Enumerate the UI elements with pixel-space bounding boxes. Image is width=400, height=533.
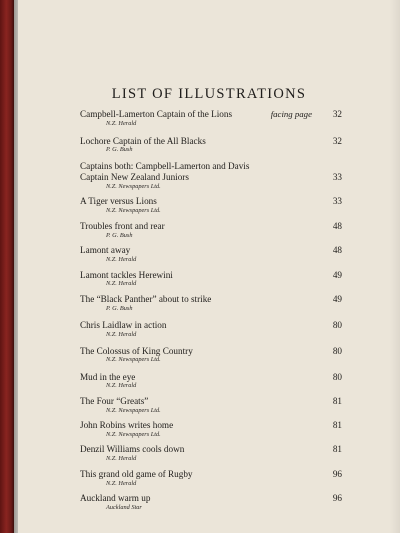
photo-credit: N.Z. Herald (106, 119, 137, 127)
illustration-caption: The Colossus of King Country (80, 345, 193, 356)
illustration-caption: Denzil Williams cools down (80, 444, 185, 455)
illustration-entry (80, 109, 342, 127)
photo-credit: N.Z. Newspapers Ltd. (106, 406, 161, 414)
illustration-entry (80, 136, 342, 154)
photo-credit: P. G. Bush (106, 304, 133, 312)
illustration-caption: This grand old game of Rugby (80, 468, 193, 479)
illustration-caption: The “Black Panther” about to strike (80, 294, 212, 305)
page-number: 81 (332, 395, 342, 406)
illustration-entry (80, 469, 342, 487)
illustration-caption: Chris Laidlaw in action (80, 320, 167, 331)
photo-credit: Auckland Star (106, 504, 142, 512)
photo-credit: N.Z. Newspapers Ltd. (106, 206, 161, 214)
photo-credit: P. G. Bush (106, 146, 133, 154)
illustration-caption: John Robins writes home (80, 420, 174, 430)
illustration-caption: Auckland warm up (80, 493, 151, 504)
illustration-entry (80, 196, 342, 214)
illustration-caption: Lamont away (80, 245, 131, 256)
illustrations-list (80, 109, 342, 512)
page-number: 33 (332, 172, 342, 183)
page-number: 96 (332, 493, 342, 504)
photo-credit: N.Z. Herald (106, 479, 137, 487)
page-number: 81 (332, 420, 342, 430)
page-number: 81 (332, 444, 342, 455)
page-number: 96 (332, 468, 342, 479)
illustration-caption: Lamont tackles Herewini (80, 269, 173, 280)
photo-credit: N.Z. Newspapers Ltd. (106, 356, 161, 364)
illustration-caption: Troubles front and rear (80, 221, 165, 232)
illustration-entry (80, 161, 342, 190)
illustration-entry (80, 270, 342, 288)
illustration-entry (80, 493, 342, 511)
illustration-entry (80, 396, 342, 414)
illustration-caption: Captains both: Campbell-Lamerton and Davis (80, 161, 250, 172)
facing-page-label: facing page (270, 109, 312, 119)
illustration-entry (80, 346, 342, 364)
illustration-entry (80, 444, 342, 462)
illustration-caption: Lochore Captain of the All Blacks (80, 135, 206, 146)
illustration-caption: Mud in the eye (80, 371, 136, 382)
photo-credit: P. G. Bush (106, 232, 133, 240)
illustration-entry (80, 221, 342, 239)
page-number: 49 (332, 269, 342, 280)
illustration-caption: Campbell-Lamerton Captain of the Lions (80, 109, 233, 119)
page-number: 80 (332, 345, 342, 356)
illustration-entry (80, 320, 342, 338)
book-cover-edge (0, 0, 14, 533)
book-page (18, 0, 400, 533)
page-number: 80 (332, 371, 342, 382)
illustration-entry (80, 420, 342, 438)
illustration-entry (80, 294, 342, 312)
photo-credit: N.Z. Herald (106, 331, 137, 339)
photo-credit: N.Z. Herald (106, 280, 137, 288)
photo-credit: N.Z. Herald (106, 454, 137, 462)
illustration-caption: Captain New Zealand Juniors (80, 172, 189, 183)
illustration-entry (80, 372, 342, 390)
page-title: LIST OF ILLUSTRATIONS (111, 86, 307, 102)
illustration-caption: The Four “Greats” (80, 395, 149, 406)
page-number: 33 (332, 195, 342, 206)
illustration-entry (80, 245, 342, 263)
illustration-caption: A Tiger versus Lions (80, 195, 157, 206)
photo-credit: N.Z. Herald (106, 255, 137, 263)
photo-credit: N.Z. Newspapers Ltd. (106, 430, 161, 438)
page-number: 48 (332, 245, 342, 256)
page-number: 32 (332, 135, 342, 146)
page-number: 48 (332, 221, 342, 232)
photo-credit: N.Z. Newspapers Ltd. (106, 182, 161, 190)
page-number: 32 (332, 109, 342, 119)
page-number: 49 (332, 294, 342, 305)
photo-credit: N.Z. Herald (106, 382, 137, 390)
page-number: 80 (332, 320, 342, 331)
